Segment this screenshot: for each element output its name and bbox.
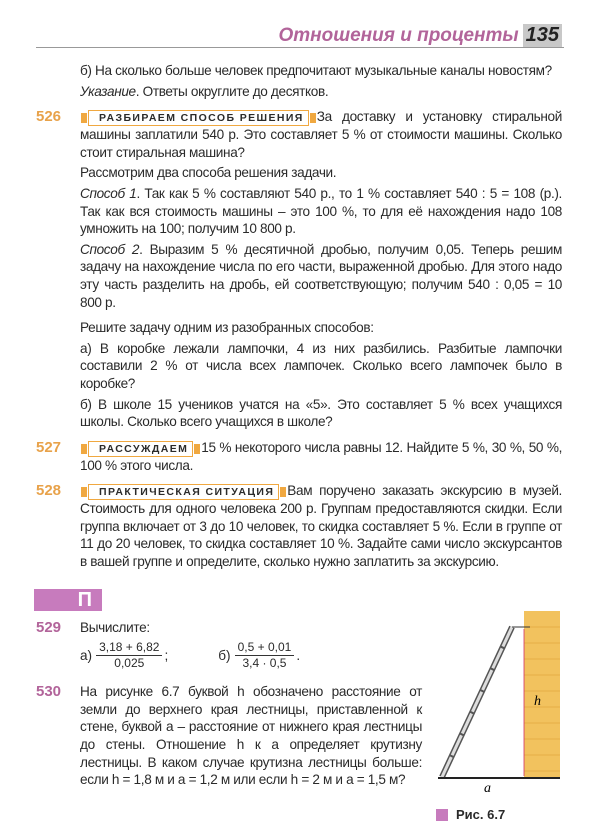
- task-number-530: 530: [36, 683, 62, 701]
- expr-b-end: .: [296, 648, 301, 664]
- hint-text: . Ответы округлите до десятков.: [135, 83, 329, 99]
- fraction-b: [235, 640, 295, 671]
- fraction-a-denominator: 0,025: [114, 656, 145, 671]
- caption-text: Рис. 6.7: [456, 807, 506, 823]
- content-column: [36, 0, 562, 840]
- task-526: [36, 108, 562, 431]
- task-526-text: За доставку и установку стиральной машины заплатили 540 р. Это составляет 5 % от стоимости машины. Сколько стоит стиральная машина?: [80, 109, 562, 160]
- task-526-instruction: Решите задачу одним из разобранных способов:: [80, 320, 374, 336]
- h-label: h: [534, 694, 541, 710]
- section-badge-letter: П: [77, 588, 92, 611]
- prev-task: [80, 62, 562, 100]
- task-530: [36, 683, 562, 823]
- figure-6-7: [436, 611, 562, 822]
- task-number-529: 529: [36, 618, 62, 636]
- task-526-a: а) В коробке лежали лампочки, 4 из них разбились. Разбитые лампочки составили 2 % от числа всех лампочек. Сколько всего лампочек было в коробке?: [80, 340, 562, 391]
- task-529-text: Вычислите:: [80, 619, 150, 635]
- task-530-text: На рисунке 6.7 буквой h обозначено расстояние от земли до верхнего края лестницы, приставленной к стене, буквой a – расстояние от нижнего края лестницы до стены. Отношение h к a определяет крутизну лестницы. В каком случае крутизна лестницы больше: если h = 1,8 м и a = 1,2 м или если h = 2 м и a = 1,5 м?: [80, 684, 422, 788]
- hint-label: Указание: [80, 83, 136, 99]
- task-tag: ПРАКТИЧЕСКАЯ СИТУАЦИЯ: [88, 484, 279, 500]
- prev-task-b-text: б) На сколько больше человек предпочитают музыкальные каналы новостям?: [80, 63, 552, 78]
- task-number-528: 528: [36, 482, 62, 500]
- task-526-statement: [80, 108, 562, 161]
- task-526-b: б) В школе 15 учеников учатся на «5». Это составляет 5 % всех учащихся школы. Сколько всего учащихся в школе?: [80, 396, 562, 430]
- fraction-b-denominator: 3,4 · 0,5: [242, 656, 287, 671]
- task-number-526: 526: [36, 108, 62, 126]
- expr-a-end: ;: [164, 648, 169, 664]
- chapter-title: Отношения и проценты: [278, 24, 519, 46]
- task-number-527: 527: [36, 438, 62, 456]
- task-526-intro: Рассмотрим два способа решения задачи.: [80, 165, 337, 181]
- fraction-a: [96, 640, 162, 671]
- method-1-label: Способ 1: [80, 185, 137, 201]
- hint: [80, 83, 562, 101]
- method-2-label: Способ 2: [80, 241, 140, 257]
- brick-wall: [524, 611, 560, 779]
- ladder-steps: [442, 627, 512, 777]
- task-527-statement: [80, 439, 562, 475]
- section-badge: [34, 589, 102, 611]
- task-528-statement: [80, 482, 562, 570]
- a-label: a: [484, 781, 491, 797]
- figure-caption: [436, 807, 562, 822]
- method-2-text: . Выразим 5 % десятичной дробью, получим 0,05. Теперь решим задачу на нахождение числа по его части, выраженной дробью. Для этого надо эту часть разделить на дробь, ей соответствующую; получим 540 : 0,05 = 10 800 р.: [80, 241, 562, 310]
- task-527: [36, 438, 562, 475]
- expr-a-label: а): [80, 648, 93, 664]
- method-2: [80, 241, 562, 311]
- fraction-a-numerator: 3,18 + 6,82: [96, 640, 162, 656]
- expr-b-label: б): [218, 648, 231, 664]
- task-527-text: 15 % некоторого числа равны 12. Найдите 5 %, 30 %, 50 %, 100 % этого числа.: [80, 439, 562, 473]
- ladder-figure: [436, 611, 562, 796]
- task-528: [36, 482, 562, 570]
- caption-marker: [436, 809, 448, 821]
- fraction-b-numerator: 0,5 + 0,01: [235, 640, 295, 656]
- task-tag: РАССУЖДАЕМ: [88, 441, 193, 457]
- prev-task-b: [80, 62, 562, 80]
- page-number: 135: [523, 24, 562, 47]
- method-1: [80, 185, 562, 238]
- task-528-text: Вам поручено заказать экскурсию в музей. Стоимость для одного человека 200 р. Группам предоставляются скидки. Если группа включает от 3 до 10 человек, то скидка составляет 5 %. Если в группе от 11 до 20 человек, то скидка составляет 10 %. Задайте сами число экскурсантов в вашей группе и определите, сколько нужно заплатить за экскурсию.: [80, 483, 562, 570]
- task-tag: РАЗБИРАЕМ СПОСОБ РЕШЕНИЯ: [88, 110, 309, 126]
- method-1-text: . Так как 5 % составляют 540 р., то 1 % составляет 540 : 5 = 108 (р.). Так как вся стоимость машины – это 100 %, то для её нахождения надо 108 умножить на 100; получим 10 800 р.: [80, 185, 562, 237]
